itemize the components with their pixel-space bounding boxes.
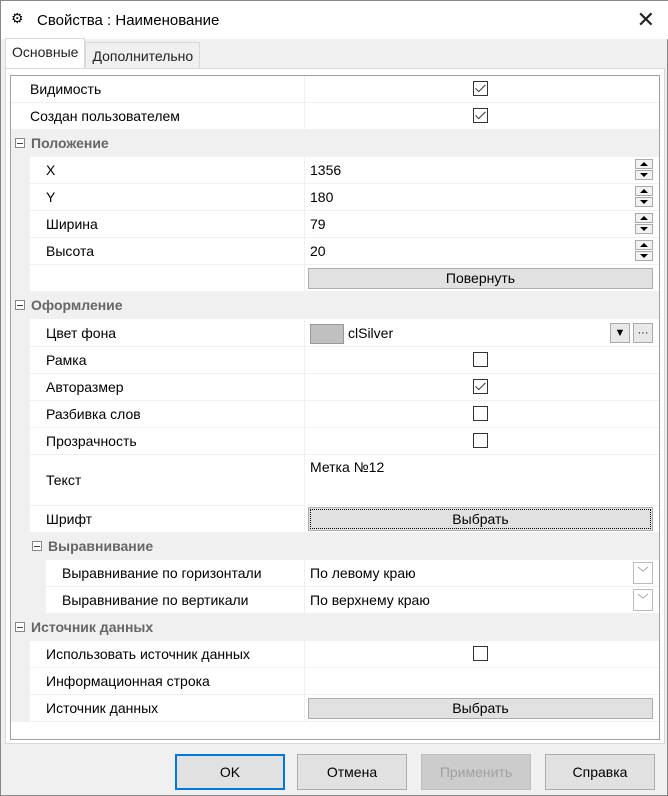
label: Высота bbox=[46, 238, 305, 264]
category-label: Оформление bbox=[31, 297, 123, 313]
transparent-checkbox[interactable] bbox=[473, 433, 488, 448]
collapse-icon[interactable] bbox=[15, 138, 25, 148]
title-bar bbox=[1, 1, 668, 39]
label: Выравнивание по вертикали bbox=[62, 587, 305, 613]
tab-additional[interactable]: Дополнительно bbox=[85, 42, 200, 68]
label: Y bbox=[46, 184, 305, 210]
spin-up-icon bbox=[635, 240, 653, 250]
row-word-wrap bbox=[11, 401, 659, 428]
label: Использовать источник данных bbox=[46, 641, 305, 667]
collapse-icon[interactable] bbox=[32, 541, 42, 551]
close-icon[interactable]: ✕ bbox=[636, 7, 655, 32]
spin-up-icon bbox=[635, 186, 653, 196]
label: Видимость bbox=[30, 76, 305, 102]
height-input[interactable]: 20 bbox=[306, 238, 659, 264]
tab-panel bbox=[5, 68, 665, 744]
label: Информационная строка bbox=[46, 668, 305, 694]
label: Разбивка слов bbox=[46, 401, 305, 427]
label: Шрифт bbox=[46, 506, 305, 532]
app-icon: ⚙ bbox=[11, 10, 24, 26]
tab-main[interactable]: Основные bbox=[5, 38, 85, 68]
row-use-datasource bbox=[11, 641, 659, 668]
label: X bbox=[46, 157, 305, 183]
row-transparent bbox=[11, 428, 659, 455]
row-visibility bbox=[11, 76, 659, 103]
spin-down-icon bbox=[635, 170, 653, 180]
category-datasource[interactable] bbox=[11, 614, 659, 641]
category-label: Источник данных bbox=[31, 619, 154, 635]
row-height bbox=[11, 238, 659, 265]
width-spinner[interactable] bbox=[635, 213, 653, 235]
v-align-select[interactable]: По верхнему краю ﹀ bbox=[306, 587, 659, 613]
chevron-down-icon[interactable]: ﹀ bbox=[633, 589, 653, 611]
label: Прозрачность bbox=[46, 428, 305, 454]
spin-down-icon bbox=[635, 197, 653, 207]
category-position[interactable] bbox=[11, 130, 659, 157]
row-info-string bbox=[11, 668, 659, 695]
ok-button[interactable]: OK bbox=[175, 754, 285, 790]
font-select-button[interactable]: Выбрать bbox=[308, 507, 653, 531]
category-label: Выравнивание bbox=[48, 538, 154, 554]
h-align-select[interactable]: По левому краю ﹀ bbox=[306, 560, 659, 586]
label: Выравнивание по горизонтали bbox=[62, 560, 305, 586]
row-h-align bbox=[11, 560, 659, 587]
row-autosize bbox=[11, 374, 659, 401]
ellipsis-button[interactable]: ··· bbox=[633, 323, 653, 343]
label: Цвет фона bbox=[46, 320, 305, 346]
height-spinner[interactable] bbox=[635, 240, 653, 262]
dropdown-arrow-icon[interactable]: ▼ bbox=[610, 323, 630, 343]
category-appearance[interactable] bbox=[11, 292, 659, 319]
text-area[interactable]: Метка №12 bbox=[310, 459, 385, 475]
use-datasource-checkbox[interactable] bbox=[473, 646, 488, 661]
window-title: Свойства : Наименование bbox=[37, 11, 220, 29]
label: Создан пользователем bbox=[30, 103, 305, 129]
help-button[interactable]: Справка bbox=[545, 754, 655, 790]
row-width bbox=[11, 211, 659, 238]
spin-up-icon bbox=[635, 159, 653, 169]
user-created-checkbox[interactable] bbox=[473, 108, 488, 123]
x-spinner[interactable] bbox=[635, 159, 653, 181]
row-font bbox=[11, 506, 659, 533]
rotate-button[interactable]: Повернуть bbox=[308, 268, 653, 289]
apply-button[interactable]: Применить bbox=[421, 754, 531, 790]
row-v-align bbox=[11, 587, 659, 614]
category-label: Положение bbox=[31, 135, 109, 151]
row-bg-color bbox=[11, 319, 659, 347]
row-x bbox=[11, 157, 659, 184]
row-datasource bbox=[11, 695, 659, 722]
cancel-button[interactable]: Отмена bbox=[297, 754, 407, 790]
info-string-input[interactable] bbox=[306, 668, 659, 694]
spin-up-icon bbox=[635, 213, 653, 223]
autosize-checkbox[interactable] bbox=[473, 379, 488, 394]
datasource-select-button[interactable]: Выбрать bbox=[308, 698, 653, 719]
visibility-checkbox[interactable] bbox=[473, 81, 488, 96]
category-alignment[interactable] bbox=[11, 533, 659, 560]
label: Источник данных bbox=[46, 695, 305, 721]
width-input[interactable]: 79 bbox=[306, 211, 659, 237]
spin-down-icon bbox=[635, 251, 653, 261]
bg-color-field[interactable]: clSilver ▼ ··· bbox=[306, 320, 659, 346]
y-input[interactable]: 180 bbox=[306, 184, 659, 210]
label: Ширина bbox=[46, 211, 305, 237]
word-wrap-checkbox[interactable] bbox=[473, 406, 488, 421]
color-swatch bbox=[310, 324, 344, 344]
row-y bbox=[11, 184, 659, 211]
row-rotate bbox=[11, 265, 659, 292]
collapse-icon[interactable] bbox=[15, 300, 25, 310]
row-user-created bbox=[11, 103, 659, 130]
x-input[interactable]: 1356 bbox=[306, 157, 659, 183]
border-checkbox[interactable] bbox=[473, 352, 488, 367]
row-text bbox=[11, 455, 659, 506]
row-border bbox=[11, 347, 659, 374]
y-spinner[interactable] bbox=[635, 186, 653, 208]
property-grid bbox=[10, 75, 660, 740]
label: Авторазмер bbox=[46, 374, 305, 400]
collapse-icon[interactable] bbox=[15, 622, 25, 632]
label: Текст bbox=[46, 455, 305, 505]
label: Рамка bbox=[46, 347, 305, 373]
chevron-down-icon[interactable]: ﹀ bbox=[633, 562, 653, 584]
spin-down-icon bbox=[635, 224, 653, 234]
